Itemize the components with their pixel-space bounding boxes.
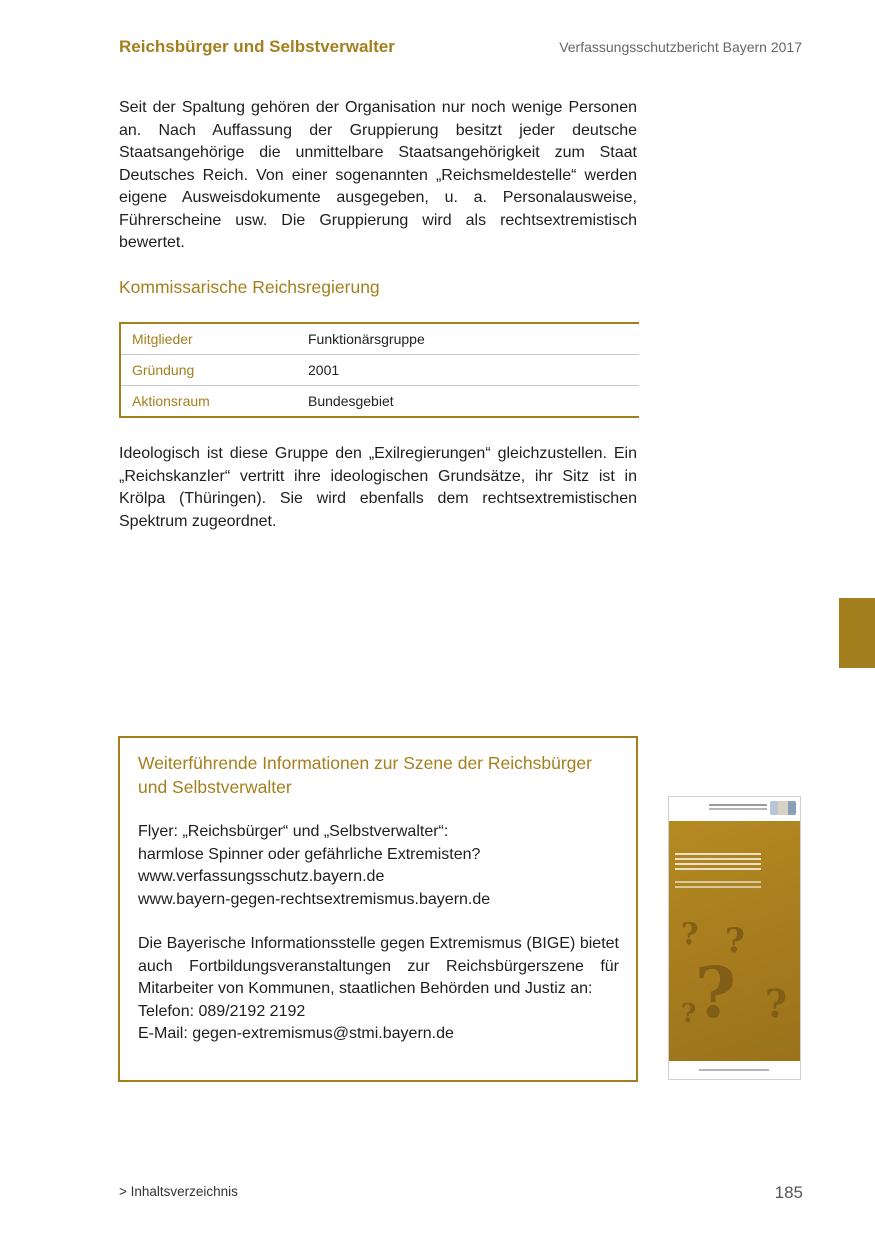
- paragraph-text: Ideologisch ist diese Gruppe den „Exilregierungen“ gleichzustellen. Ein „Reichskanzler“ vertritt ihre ideologischen Grundsätze, ihr Sitz ist in Krölpa (Thüringen). Sie wird ebenfalls dem rechtsextremistischen Spektrum zugeordnet.: [119, 445, 637, 530]
- bavarian-crest-icon: [770, 801, 796, 815]
- body-paragraph-1: [119, 97, 637, 255]
- link-bayern-gegen-rechtsextremismus[interactable]: www.bayern-gegen-rechtsextremismus.bayern.de: [138, 890, 491, 908]
- email-line[interactable]: E-Mail: gegen-extremismus@stmi.bayern.de: [138, 1025, 454, 1042]
- fact-table: [119, 322, 639, 418]
- question-mark-icon: ?: [725, 921, 745, 961]
- table-row: [120, 355, 639, 386]
- chapter-side-tab: [839, 598, 875, 668]
- toc-link[interactable]: > Inhaltsverzeichnis: [119, 1184, 238, 1199]
- fact-label-members: Mitglieder: [132, 331, 193, 347]
- section-heading: Kommissarische Reichsregierung: [119, 277, 380, 297]
- flyer-subtitle-line: harmlose Spinner oder gefährliche Extremisten?: [138, 845, 481, 863]
- phone-line: Telefon: 089/2192 2192: [138, 1002, 306, 1020]
- page-number: 185: [774, 1183, 803, 1202]
- question-mark-icon: ?: [765, 981, 788, 1026]
- question-mark-icon: ?: [695, 951, 737, 1034]
- fact-value-members: Funktionärsgruppe: [308, 331, 425, 347]
- table-row: [120, 386, 639, 418]
- info-box-title: Weiterführende Informationen zur Szene der Reichsbürger und Selbstverwalter: [138, 753, 592, 797]
- fact-label-area: Aktionsraum: [120, 386, 308, 418]
- flyer-gold-panel: [669, 821, 800, 1063]
- flyer-header-text-lines: [709, 804, 767, 806]
- report-title: Verfassungsschutzbericht Bayern 2017: [559, 39, 802, 55]
- question-mark-icon: ?: [681, 999, 697, 1029]
- flyer-footer-text-line: [699, 1069, 769, 1071]
- flyer-title-line: Flyer: „Reichsbürger“ und „Selbstverwalter“:: [138, 823, 449, 840]
- flyer-footer: [669, 1061, 800, 1079]
- chapter-title: Reichsbürger und Selbstverwalter: [119, 37, 395, 56]
- fact-value-founded: 2001: [308, 355, 639, 386]
- info-box-body: [138, 821, 619, 1046]
- flyer-cover-image: [668, 796, 801, 1080]
- flyer-title-lines: [675, 853, 761, 855]
- paragraph-text: Seit der Spaltung gehören der Organisation nur noch wenige Personen an. Nach Auffassung der Gruppierung besitzt jeder deutsche Staatsangehörige die unmittelbare Staatsangehörigkeit zum Staat Deutsches Reich. Von einer sogenannten „Reichsmeldestelle“ werden eigene Ausweisdokumente ausgegeben, u. a. Personalausweise, Führerscheine usw. Die Gruppierung wird als rechtsextremistisch bewertet.: [119, 99, 637, 251]
- table-row: [120, 323, 639, 355]
- bige-description: Die Bayerische Informationsstelle gegen Extremismus (BIGE) bietet auch Fortbildungsveranstaltungen zur Reichsbürgerszene für Mitarbeiter von Kommunen, staatlichen Behörden und Justiz an:: [138, 935, 619, 997]
- body-paragraph-2: [119, 443, 637, 533]
- fact-label-founded: Gründung: [120, 355, 308, 386]
- spacer: [138, 911, 619, 933]
- flyer-header: [669, 797, 800, 821]
- link-verfassungsschutz[interactable]: www.verfassungsschutz.bayern.de: [138, 868, 385, 885]
- info-box: [118, 736, 638, 1082]
- fact-value-area: Bundesgebiet: [308, 386, 639, 418]
- question-mark-icon: ?: [681, 917, 699, 952]
